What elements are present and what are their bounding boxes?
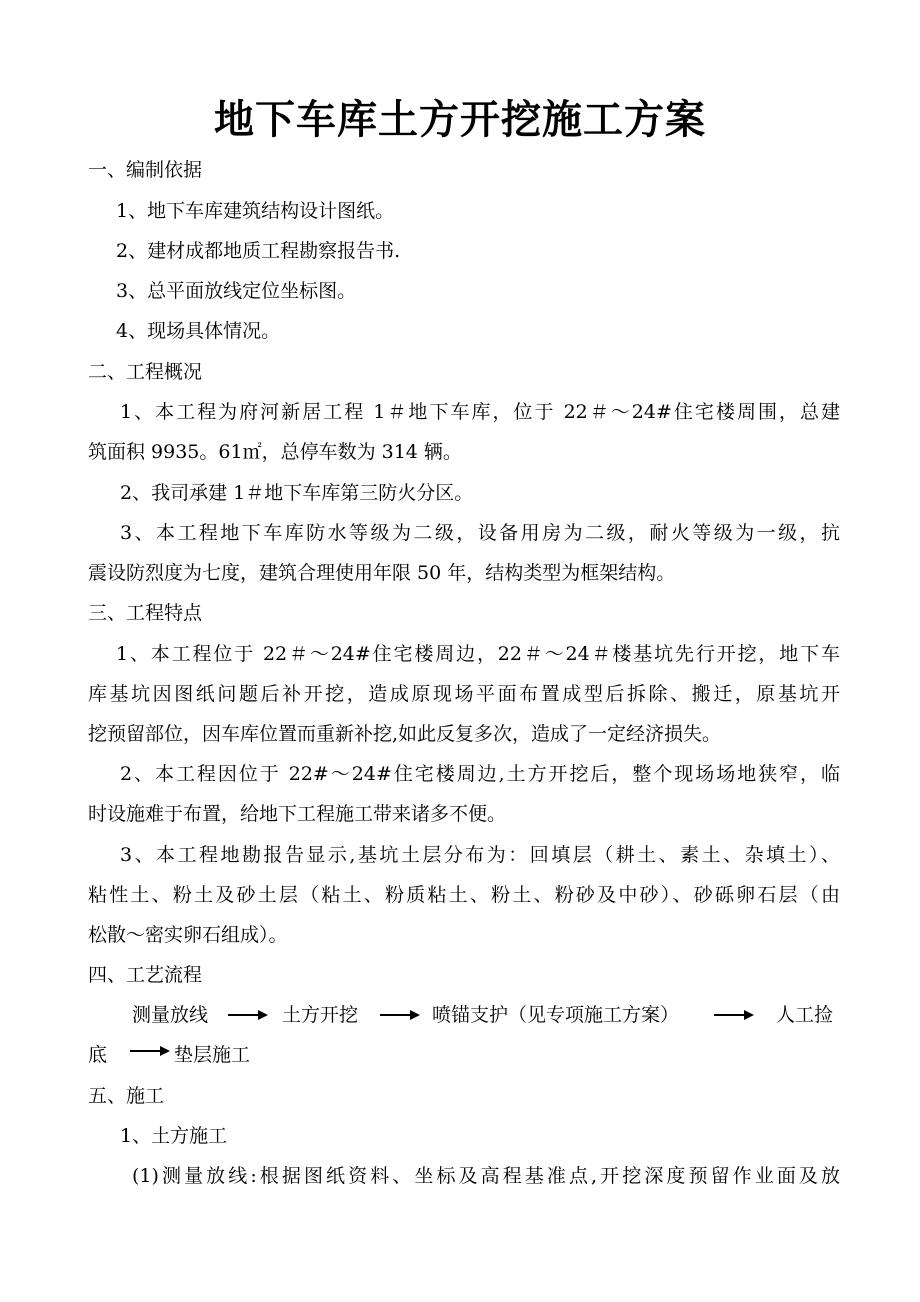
overview-para-1-line-2: 筑面积 9935。61㎡，总停车数为 314 辆。 <box>88 441 462 463</box>
process-flow <box>88 995 844 1075</box>
process-step-manual-clean-cont: 底 <box>88 1044 108 1066</box>
overview-para-2: 2、我司承建 1＃地下车库第三防火分区。 <box>120 482 474 504</box>
features-para-2-line-1: 2、本工程因位于 22#～24#住宅楼周边,土方开挖后，整个现场场地狭窄，临 <box>120 763 840 785</box>
section-heading-features: 三、工程特点 <box>88 602 203 624</box>
arrow-right-icon <box>130 1045 170 1057</box>
overview-para-3-line-2: 震设防烈度为七度，建筑合理使用年限 50 年，结构类型为框架结构。 <box>88 562 676 584</box>
basis-item-1: 1、地下车库建筑结构设计图纸。 <box>116 200 395 222</box>
features-para-1-line-3: 挖预留部位，因车库位置而重新补挖,如此反复多次，造成了一定经济损失。 <box>88 723 722 745</box>
basis-item-2: 2、建材成都地质工程勘察报告书. <box>116 240 401 262</box>
features-para-2-line-2: 时设施难于布置，给地下工程施工带来诸多不便。 <box>88 803 507 825</box>
features-para-3-line-2: 粘性土、粉土及砂土层（粘土、粉质粘土、粉土、粉砂及中砂）、砂砾卵石层（由 <box>88 884 840 906</box>
process-step-manual-clean: 人工捡 <box>776 1004 834 1026</box>
features-para-3-line-1: 3、本工程地勘报告显示,基坑土层分布为：回填层（耕土、素土、杂填土）、 <box>120 844 840 866</box>
construction-para-1: (1)测量放线:根据图纸资料、坐标及高程基准点,开挖深度预留作业面及放 <box>132 1165 840 1187</box>
features-para-3-line-3: 松散～密实卵石组成）。 <box>88 924 288 946</box>
arrow-right-icon <box>714 1009 754 1021</box>
overview-para-1-line-1: 1、本工程为府河新居工程 1＃地下车库，位于 22＃～24#住宅楼周围，总建 <box>120 401 840 423</box>
features-para-1-line-2: 库基坑因图纸问题后补开挖，造成原现场平面布置成型后拆除、搬迁，原基坑开 <box>88 683 840 705</box>
process-step-cushion: 垫层施工 <box>174 1044 251 1066</box>
section-heading-construction: 五、施工 <box>88 1085 165 1107</box>
process-step-excavation: 土方开挖 <box>282 1004 359 1026</box>
process-step-shotcrete: 喷锚支护（见专项施工方案） <box>432 1004 680 1026</box>
arrow-right-icon <box>380 1009 420 1021</box>
section-heading-overview: 二、工程概况 <box>88 361 203 383</box>
section-heading-process: 四、工艺流程 <box>88 964 203 986</box>
features-para-1-line-1: 1、本工程位于 22＃～24#住宅楼周边，22＃～24＃楼基坑先行开挖，地下车 <box>116 643 840 665</box>
process-step-survey: 测量放线 <box>132 1004 209 1026</box>
arrow-right-icon <box>228 1009 268 1021</box>
overview-para-3-line-1: 3、本工程地下车库防水等级为二级，设备用房为二级，耐火等级为一级，抗 <box>120 522 840 544</box>
section-heading-basis: 一、编制依据 <box>88 159 203 181</box>
document-title: 地下车库土方开挖施工方案 <box>214 97 706 143</box>
basis-item-4: 4、现场具体情况。 <box>116 320 281 342</box>
construction-subheading-earthwork: 1、土方施工 <box>120 1125 228 1147</box>
basis-item-3: 3、总平面放线定位坐标图。 <box>116 280 357 302</box>
